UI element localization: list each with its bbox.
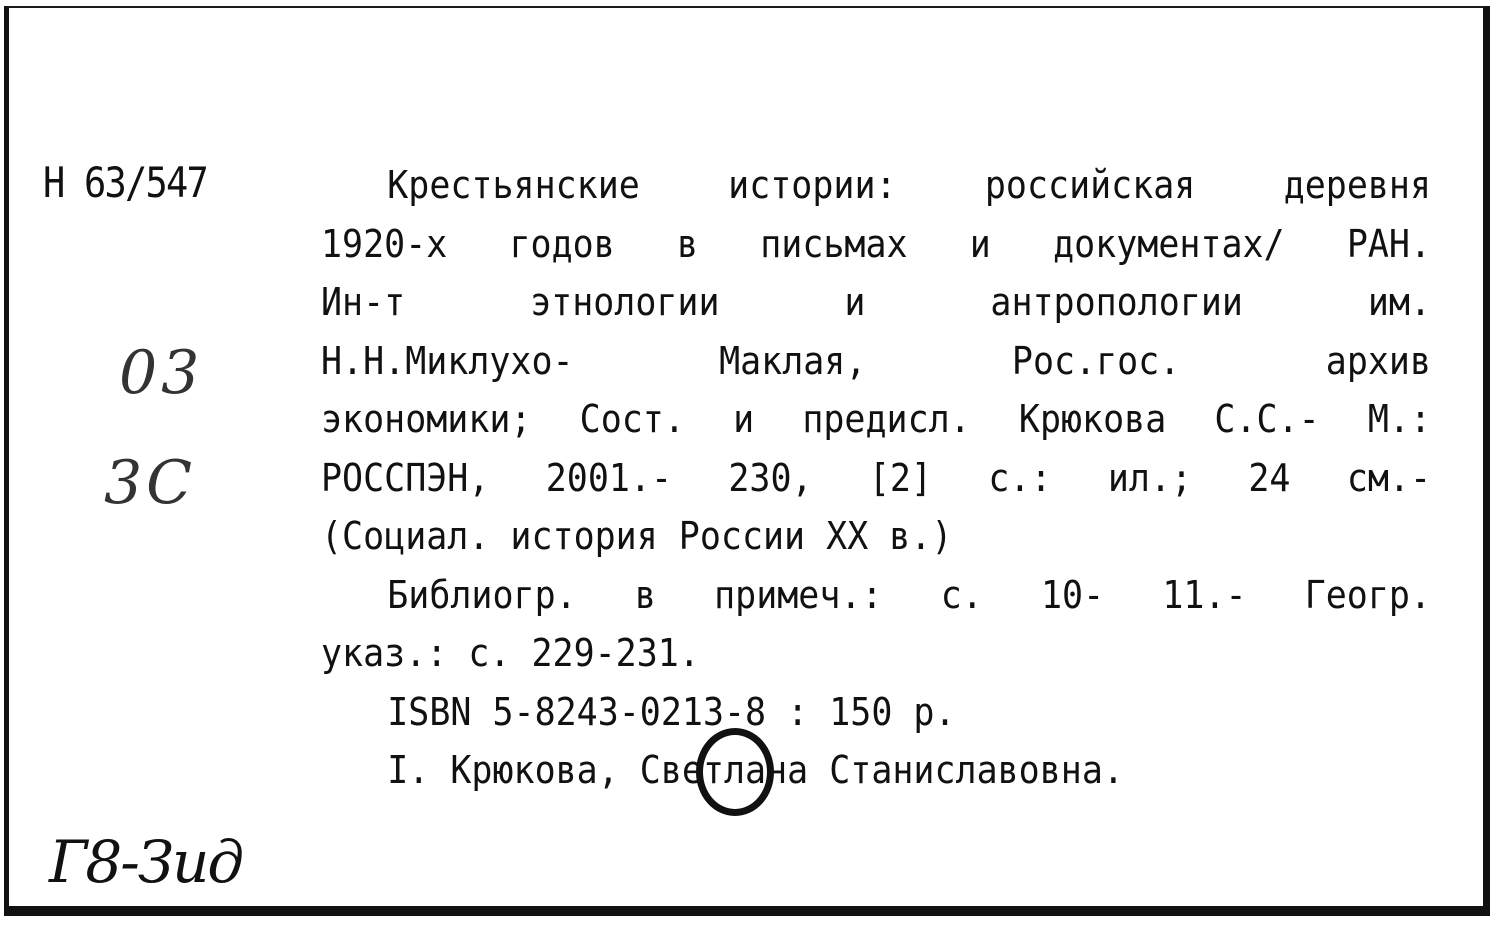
handwritten-mark-3: Г8-Зид <box>49 828 243 896</box>
entry-word: 230, <box>728 455 813 500</box>
entry-word: 1920-х <box>321 221 448 266</box>
series-statement: (Социал. история России XX в.) <box>321 514 953 558</box>
entry-word: 2001.- <box>545 455 673 500</box>
index-note: указ.: с. 229-231. <box>321 631 700 675</box>
entry-word: С.С.- <box>1214 397 1320 441</box>
entry-word: архив <box>1325 338 1432 383</box>
entry-word: в <box>634 572 656 617</box>
entry-word: в <box>676 221 699 266</box>
entry-line-5 <box>321 390 1431 449</box>
handwritten-mark-1: 03 <box>119 338 204 408</box>
added-entry: I. Крюкова, Светлана Станиславовна. <box>387 748 1124 792</box>
entry-word: Библиогр. <box>387 572 577 617</box>
entry-word: письмах <box>760 221 908 266</box>
entry-word: деревня <box>1283 163 1432 207</box>
entry-word: Сост. <box>579 397 685 441</box>
entry-word: и <box>969 221 991 266</box>
entry-line-10 <box>321 683 1431 742</box>
entry-word: Геогр. <box>1304 572 1432 617</box>
isbn-price: ISBN 5-8243-0213-8 : 150 р. <box>387 689 956 734</box>
entry-word: Рос.гос. <box>1011 338 1181 383</box>
entry-line-3 <box>321 273 1431 332</box>
handwritten-mark-2: 3С <box>104 448 197 518</box>
entry-word: РОССПЭН, <box>321 455 490 500</box>
catalog-card <box>4 6 1490 916</box>
entry-word: М.: <box>1367 397 1432 441</box>
entry-word: с.: <box>988 455 1052 500</box>
entry-word: Маклая, <box>719 338 867 383</box>
entry-word: им. <box>1367 280 1432 324</box>
entry-word: истории: <box>728 163 897 207</box>
entry-word: годов <box>509 221 615 266</box>
entry-word: 10- <box>1040 572 1105 617</box>
entry-word: антропологии <box>990 280 1243 324</box>
entry-line-6 <box>321 449 1431 508</box>
entry-line-11 <box>321 741 1431 800</box>
entry-word: 24 <box>1248 455 1291 500</box>
entry-word: примеч.: <box>714 572 883 617</box>
entry-line-2 <box>321 215 1431 274</box>
entry-word: РАН. <box>1346 221 1432 266</box>
entry-word: 11.- <box>1162 572 1247 617</box>
entry-word: российская <box>984 163 1196 207</box>
entry-line-8 <box>321 566 1431 625</box>
entry-word: с. <box>940 572 983 617</box>
entry-word: Ин-т <box>321 280 406 324</box>
entry-word: экономики; <box>321 397 532 441</box>
entry-line-9 <box>321 624 1431 683</box>
entry-word: и <box>844 280 866 324</box>
entry-word: Крюкова <box>1018 397 1167 441</box>
entry-word: предисл. <box>802 397 971 441</box>
entry-word: см.- <box>1346 455 1432 500</box>
bibliographic-entry <box>321 156 1431 800</box>
card-punch-hole <box>696 728 774 816</box>
entry-line-7 <box>321 507 1431 566</box>
entry-word: Н.Н.Миклухо- <box>321 338 574 383</box>
entry-word: Крестьянские <box>387 163 640 207</box>
entry-word: [2] <box>868 455 933 500</box>
entry-line-4 <box>321 332 1431 391</box>
shelfmark: Н 63/547 <box>43 158 207 207</box>
entry-word: этнологии <box>530 280 720 324</box>
entry-word: документах/ <box>1053 221 1285 266</box>
entry-word: ил.; <box>1107 455 1193 500</box>
entry-word: и <box>733 397 755 441</box>
entry-line-1 <box>321 156 1431 215</box>
